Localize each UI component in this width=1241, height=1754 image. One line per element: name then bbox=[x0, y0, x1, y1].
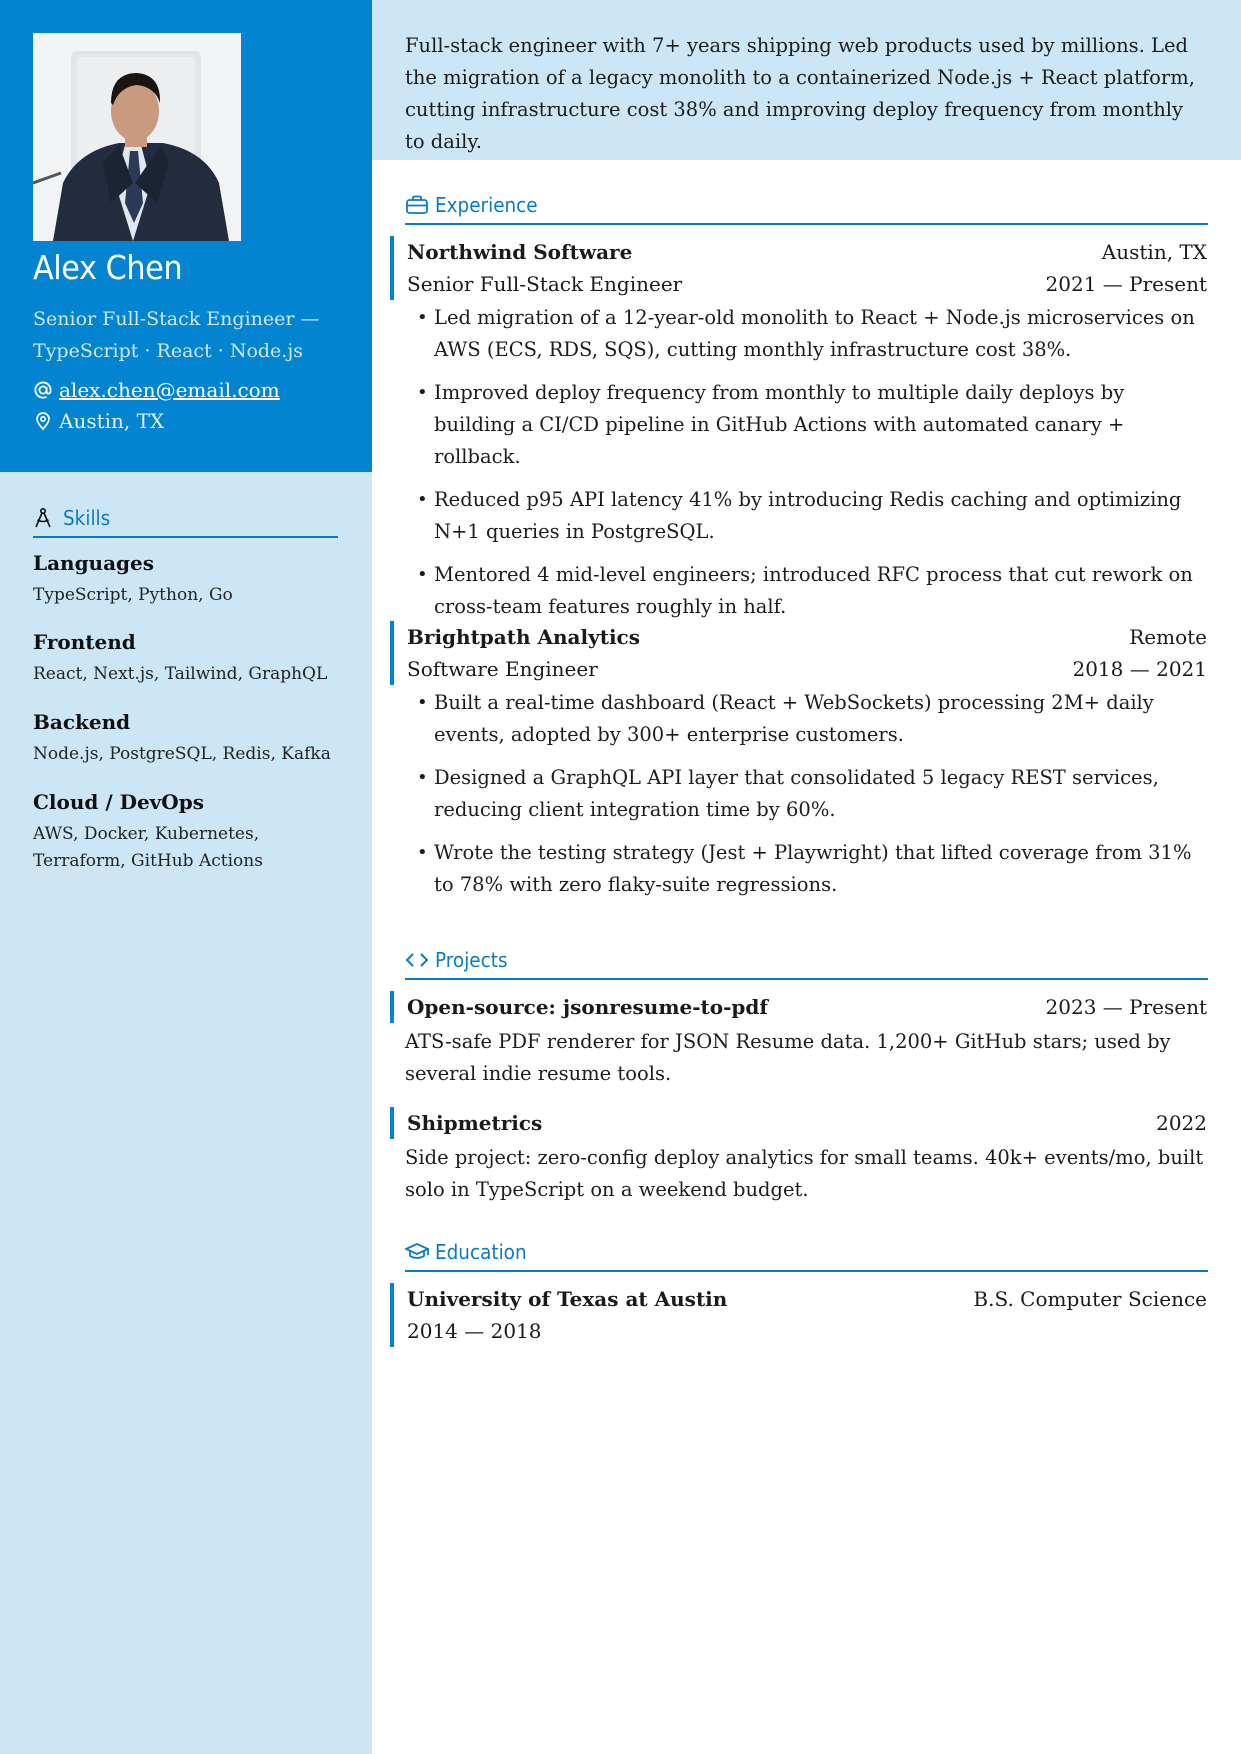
skill-group-name: Cloud / DevOps bbox=[33, 790, 204, 814]
project-name: Shipmetrics bbox=[407, 1111, 543, 1135]
project-dates: 2022 bbox=[1156, 1111, 1207, 1135]
list-item: • Mentored 4 mid-level engineers; introduced RFC process that cut rework on cross-team features roughly in half. bbox=[410, 559, 1208, 623]
list-item: • Reduced p95 API latency 41% by introducing Redis caching and optimizing N+1 queries in PostgreSQL. bbox=[410, 484, 1208, 548]
profile-header bbox=[0, 0, 372, 472]
contact-email bbox=[33, 375, 280, 405]
skill-group bbox=[33, 550, 343, 609]
graduation-cap-icon bbox=[405, 1242, 431, 1262]
education-title-row bbox=[407, 1283, 1207, 1315]
project-description: Side project: zero-config deploy analytics for small teams. 40k+ events/mo, built solo in TypeScript on a weekend budget. bbox=[405, 1146, 1204, 1201]
project-name: Open-source: jsonresume-to-pdf bbox=[407, 995, 768, 1019]
list-item: • Wrote the testing strategy (Jest + Playwright) that lifted coverage from 31% to 78% with zero flaky-suite regressions. bbox=[410, 837, 1208, 901]
skill-group bbox=[33, 629, 343, 688]
list-item: • Led migration of a 12-year-old monolith to React + Node.js microservices on AWS (ECS, RDS, SQS), cutting monthly infrastructure cost 38%. bbox=[410, 302, 1208, 366]
education-dates: 2014 — 2018 bbox=[407, 1319, 542, 1343]
map-pin-icon bbox=[33, 411, 53, 431]
skill-group bbox=[33, 709, 343, 768]
project-header bbox=[390, 1107, 1207, 1139]
project-description: ATS-safe PDF renderer for JSON Resume data. 1,200+ GitHub stars; used by several indie resume tools. bbox=[405, 1030, 1171, 1085]
sidebar bbox=[0, 0, 372, 1754]
job-header bbox=[390, 236, 1207, 300]
email-link[interactable]: alex.chen@email.com bbox=[59, 378, 280, 402]
experience-heading bbox=[405, 193, 1208, 225]
summary-band bbox=[372, 0, 1241, 160]
education-degree: B.S. Computer Science bbox=[973, 1287, 1207, 1311]
candidate-headline: Senior Full-Stack Engineer — TypeScript · React · Node.js bbox=[33, 308, 320, 362]
job-bullets bbox=[410, 302, 1208, 634]
education-title: Education bbox=[435, 1240, 527, 1264]
contact-location bbox=[33, 406, 164, 436]
education-heading bbox=[405, 1240, 1208, 1272]
code-icon bbox=[405, 950, 431, 970]
skill-group-items: Node.js, PostgreSQL, Redis, Kafka bbox=[33, 744, 331, 764]
education-entry bbox=[390, 1283, 1207, 1347]
skill-group-name: Languages bbox=[33, 551, 155, 575]
job-location: Austin, TX bbox=[1101, 240, 1207, 264]
job-company: Northwind Software bbox=[407, 240, 633, 264]
job-company: Brightpath Analytics bbox=[407, 625, 640, 649]
profile-photo bbox=[33, 33, 241, 241]
job-header bbox=[390, 621, 1207, 685]
job-location: Remote bbox=[1129, 625, 1207, 649]
skills-heading bbox=[33, 506, 338, 538]
briefcase-icon bbox=[405, 195, 431, 215]
job-role: Senior Full-Stack Engineer bbox=[407, 272, 683, 296]
skill-group-name: Backend bbox=[33, 710, 131, 734]
skill-group-items: React, Next.js, Tailwind, GraphQL bbox=[33, 664, 328, 684]
project-title-row bbox=[407, 1107, 1207, 1139]
experience-title: Experience bbox=[435, 193, 538, 217]
job-role: Software Engineer bbox=[407, 657, 598, 681]
skill-group-items: TypeScript, Python, Go bbox=[33, 585, 233, 605]
project-header bbox=[390, 991, 1207, 1023]
candidate-name: Alex Chen bbox=[33, 248, 183, 287]
skills-title: Skills bbox=[63, 506, 111, 530]
job-dates: 2018 — 2021 bbox=[1072, 657, 1207, 681]
at-icon bbox=[33, 380, 53, 400]
projects-heading bbox=[405, 948, 1208, 980]
list-item: • Built a real-time dashboard (React + WebSockets) processing 2M+ daily events, adopted by 300+ enterprise customers. bbox=[410, 687, 1208, 751]
education-dates-row bbox=[407, 1315, 1207, 1347]
summary-text: Full-stack engineer with 7+ years shipping web products used by millions. Led the migration of a legacy monolith to a containerized Node.js + React platform, cutting infrastructure cost 38% and improving deploy frequency from monthly to daily. bbox=[405, 34, 1195, 153]
skill-group bbox=[33, 789, 293, 875]
project-title-row bbox=[407, 991, 1207, 1023]
compass-icon bbox=[33, 507, 59, 529]
projects-title: Projects bbox=[435, 948, 508, 972]
job-role-row bbox=[407, 653, 1207, 685]
skill-group-items: AWS, Docker, Kubernetes, Terraform, GitHub Actions bbox=[33, 824, 263, 871]
job-role-row bbox=[407, 268, 1207, 300]
list-item: • Designed a GraphQL API layer that consolidated 5 legacy REST services, reducing client integration time by 60%. bbox=[410, 762, 1208, 826]
job-title-row bbox=[407, 236, 1207, 268]
education-school: University of Texas at Austin bbox=[407, 1287, 728, 1311]
location-text: Austin, TX bbox=[59, 409, 165, 433]
project-dates: 2023 — Present bbox=[1045, 995, 1207, 1019]
job-title-row bbox=[407, 621, 1207, 653]
list-item: • Improved deploy frequency from monthly to multiple daily deploys by building a CI/CD pipeline in GitHub Actions with automated canary + rollback. bbox=[410, 377, 1208, 473]
skill-group-name: Frontend bbox=[33, 630, 136, 654]
job-bullets bbox=[410, 687, 1208, 912]
job-dates: 2021 — Present bbox=[1045, 272, 1207, 296]
